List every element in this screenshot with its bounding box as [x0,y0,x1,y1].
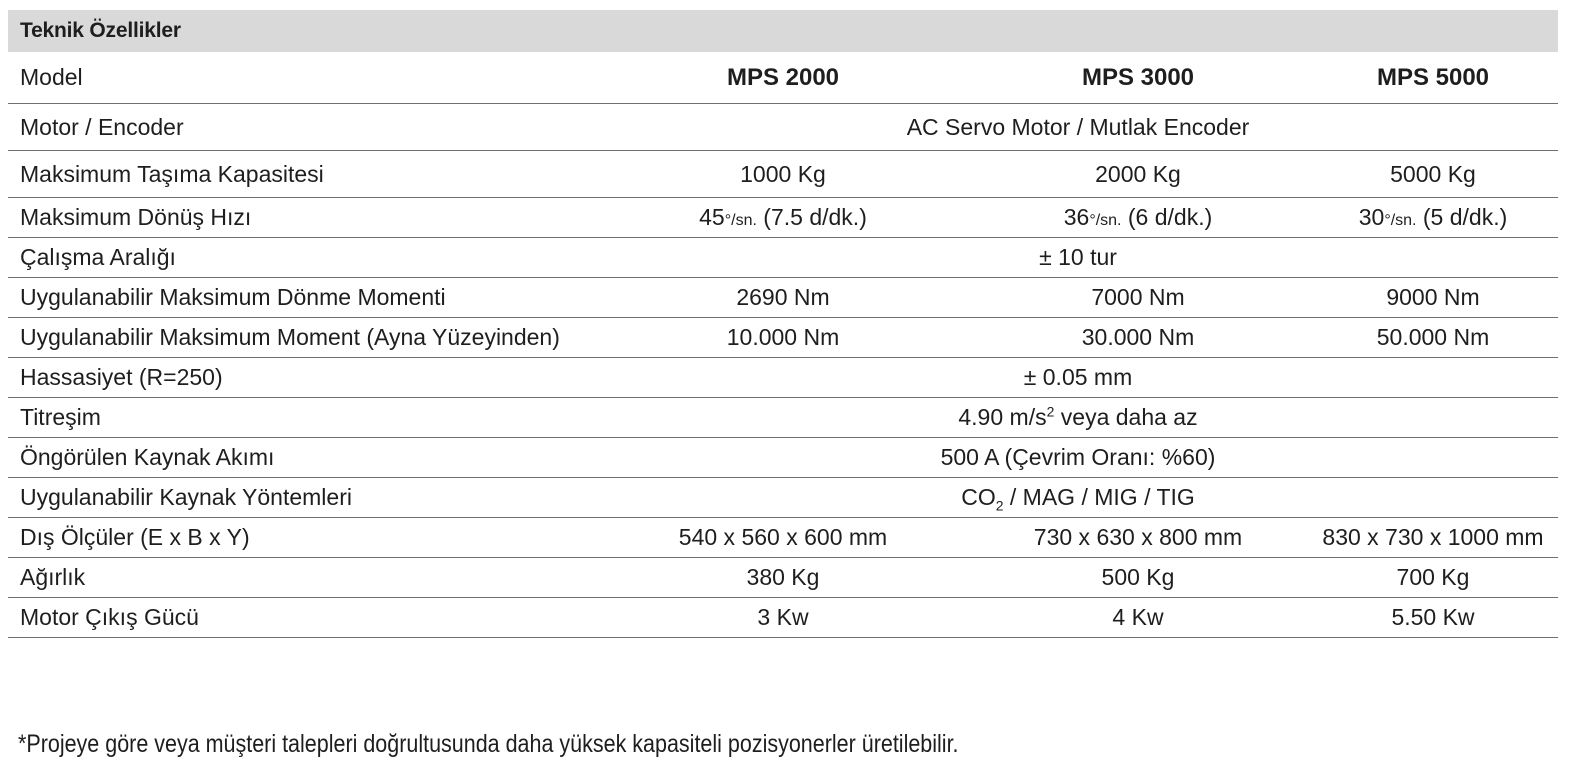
row-value: 2000 Kg [968,151,1308,198]
row-value: 3 Kw [598,598,968,638]
row-value: 10.000 Nm [598,318,968,358]
row-label: Maksimum Dönüş Hızı [8,198,598,238]
table-row [8,438,1558,478]
table-row [8,358,1558,398]
table-row [8,151,1558,198]
row-label: Dış Ölçüler (E x B x Y) [8,518,598,558]
row-value-span: AC Servo Motor / Mutlak Encoder [598,104,1558,151]
table-row [8,198,1558,238]
speed-rest: (7.5 d/dk.) [756,204,867,230]
row-label: Hassasiyet (R=250) [8,358,598,398]
speed-unit: °/sn. [1089,212,1122,229]
row-value: 380 Kg [598,558,968,598]
table-row [8,558,1558,598]
vibration-superscript: 2 [1046,403,1055,420]
model-name: MPS 2000 [598,52,968,104]
row-value: 700 Kg [1308,558,1558,598]
welding-subscript: 2 [995,497,1004,514]
row-value: 2690 Nm [598,278,968,318]
speed-number: 36 [1063,204,1090,230]
speed-number: 30 [1358,204,1385,230]
row-label: Motor Çıkış Gücü [8,598,598,638]
row-value-span: 500 A (Çevrim Oranı: %60) [598,438,1558,478]
row-label: Motor / Encoder [8,104,598,151]
vibration-value: 4.90 m/s [958,404,1047,430]
row-label: Maksimum Taşıma Kapasitesi [8,151,598,198]
row-label: Uygulanabilir Maksimum Moment (Ayna Yüzeyinden) [8,318,598,358]
row-label: Uygulanabilir Maksimum Dönme Momenti [8,278,598,318]
row-label: Çalışma Aralığı [8,238,598,278]
table-row [8,478,1558,518]
row-label: Uygulanabilir Kaynak Yöntemleri [8,478,598,518]
speed-rest: (5 d/dk.) [1416,204,1508,230]
welding-methods: / MAG / MIG / TIG [1003,484,1195,510]
table-row [8,278,1558,318]
section-header [8,10,1558,52]
vibration-suffix: veya daha az [1054,404,1198,430]
speed-unit: °/sn. [724,212,757,229]
table-row [8,318,1558,358]
table-row [8,518,1558,558]
table-row [8,398,1558,438]
row-value [598,198,968,238]
row-value-span: ± 10 tur [598,238,1558,278]
row-value: 1000 Kg [598,151,968,198]
speed-number: 45 [699,204,725,230]
table-row [8,104,1558,151]
model-name: MPS 3000 [968,52,1308,104]
row-value: 730 x 630 x 800 mm [968,518,1308,558]
row-value: 500 Kg [968,558,1308,598]
model-name: MPS 5000 [1308,52,1558,104]
model-header-row [8,52,1558,104]
row-value: 50.000 Nm [1308,318,1558,358]
footnote: *Projeye göre veya müşteri talepleri doğrultusunda daha yüksek kapasiteli pozisyonerler üretilebilir. [18,730,959,758]
row-value: 7000 Nm [968,278,1308,318]
table-row [8,598,1558,638]
section-title: Teknik Özellikler [20,19,181,42]
row-value-span [598,398,1558,438]
row-value: 5000 Kg [1308,151,1558,198]
row-value-span: ± 0.05 mm [598,358,1558,398]
row-value: 540 x 560 x 600 mm [598,518,968,558]
row-value: 5.50 Kw [1308,598,1558,638]
row-value: 9000 Nm [1308,278,1558,318]
row-value: 30.000 Nm [968,318,1308,358]
table-row [8,238,1558,278]
row-value: 4 Kw [968,598,1308,638]
row-value-span [598,478,1558,518]
model-label: Model [8,52,598,104]
row-label: Öngörülen Kaynak Akımı [8,438,598,478]
welding-co: CO [961,484,996,510]
row-value [968,198,1308,238]
row-value: 830 x 730 x 1000 mm [1308,518,1558,558]
row-value [1308,198,1558,238]
row-label: Titreşim [8,398,598,438]
row-label: Ağırlık [8,558,598,598]
speed-unit: °/sn. [1384,212,1417,229]
spec-table [8,52,1558,638]
speed-rest: (6 d/dk.) [1121,204,1213,230]
